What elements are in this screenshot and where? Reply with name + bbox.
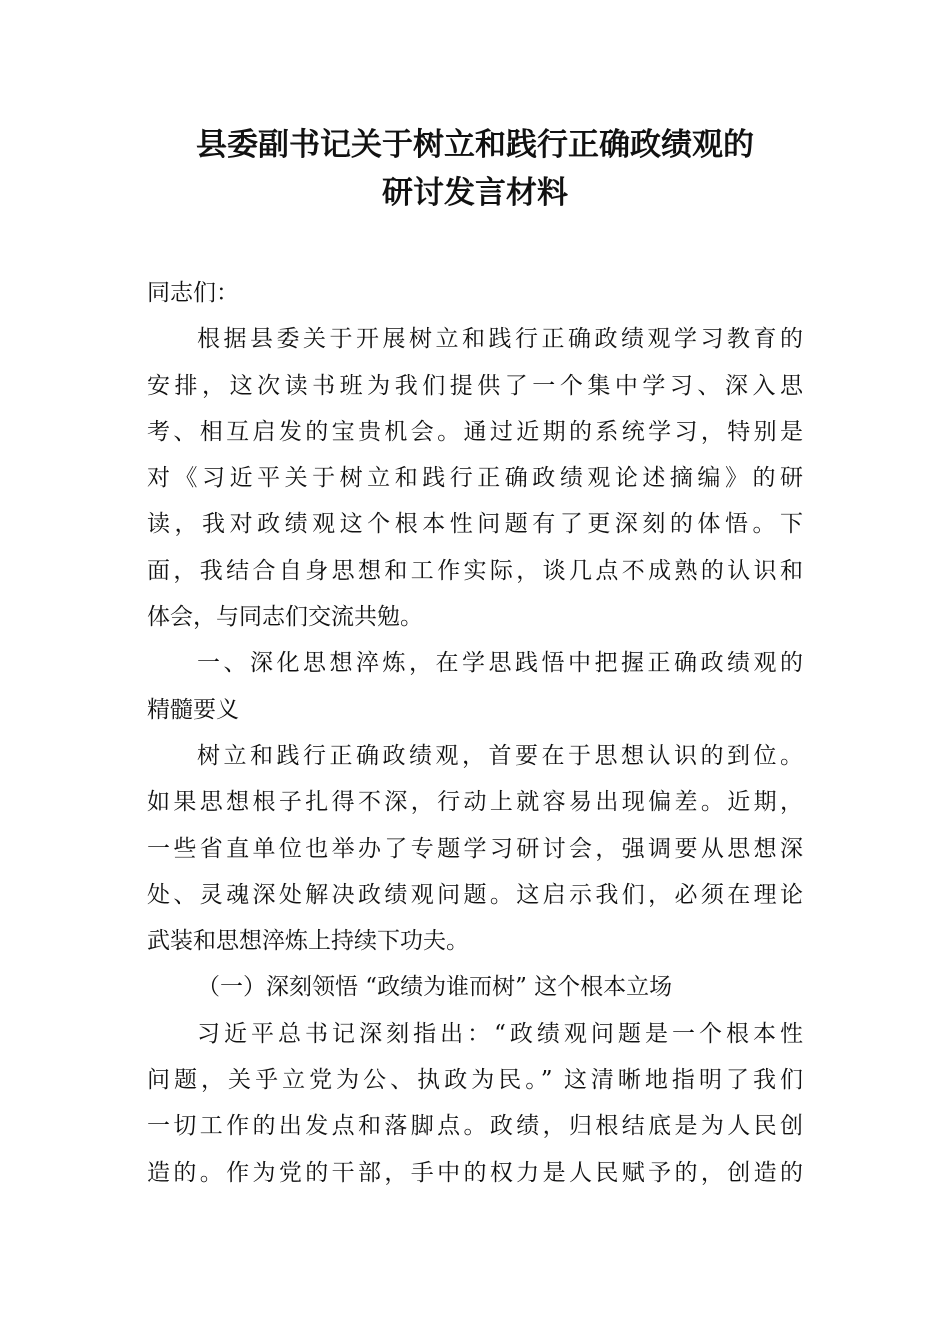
- text-line: 武装和思想淬炼上持续下功夫。: [147, 928, 469, 955]
- text-line: 根据县委关于开展树立和践行正确政绩观学习教育的: [197, 326, 803, 353]
- text-line: 面，我结合自身思想和工作实际，谈几点不成熟的认识和: [147, 557, 803, 584]
- text-line: 一切工作的出发点和落脚点。政绩，归根结底是为人民创: [147, 1113, 803, 1140]
- text-line: （一）深刻领悟 “政绩为谁而树” 这个根本立场: [197, 974, 673, 1001]
- text-line: 一些省直单位也举办了专题学习研讨会，强调要从思想深: [147, 835, 803, 862]
- text-line: 造的。作为党的干部，手中的权力是人民赋予的，创造的: [147, 1159, 803, 1186]
- text-line: 体会，与同志们交流共勉。: [147, 604, 423, 631]
- text-line: 同志们：: [147, 280, 239, 306]
- text-line: 如果思想根子扎得不深，行动上就容易出现偏差。近期，: [147, 789, 803, 816]
- text-line: 考、相互启发的宝贵机会。通过近期的系统学习，特别是: [147, 418, 803, 445]
- text-line: 问题，关乎立党为公、执政为民。” 这清晰地指明了我们: [147, 1067, 803, 1094]
- document-title-line-1: 县委副书记关于树立和践行正确政绩观的: [196, 127, 754, 163]
- text-line: 安排，这次读书班为我们提供了一个集中学习、深入思: [147, 372, 803, 399]
- text-line: 树立和践行正确政绩观，首要在于思想认识的到位。: [197, 742, 803, 769]
- text-line: 读，我对政绩观这个根本性问题有了更深刻的体悟。下: [147, 511, 803, 538]
- text-line: 一、深化思想淬炼，在学思践悟中把握正确政绩观的: [197, 650, 803, 677]
- text-line: 对《习近平关于树立和践行正确政绩观论述摘编》的研: [147, 465, 803, 492]
- text-line: 精髓要义: [147, 696, 239, 723]
- document-body: [147, 270, 803, 1196]
- document-title-line-2: 研讨发言材料: [382, 175, 568, 211]
- text-line: 处、灵魂深处解决政绩观问题。这启示我们，必须在理论: [147, 881, 803, 908]
- text-line: 习近平总书记深刻指出：“政绩观问题是一个根本性: [197, 1020, 803, 1047]
